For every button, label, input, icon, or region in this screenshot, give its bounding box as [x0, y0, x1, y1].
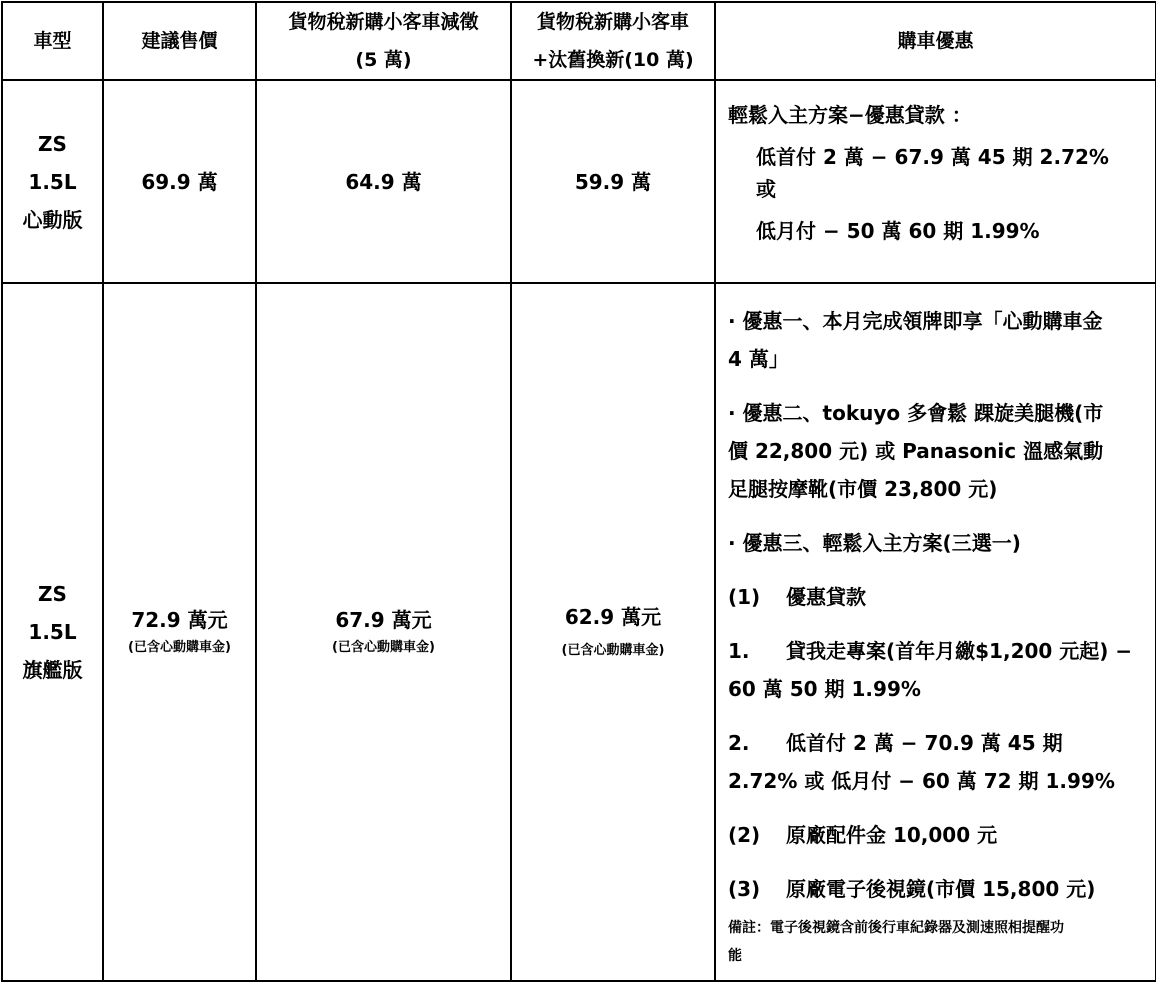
tax-relief-price-cell	[256, 283, 511, 981]
option-number: (3)	[728, 877, 761, 901]
offer-plan-b: 低月付 − 50 萬 60 期 1.99%	[756, 219, 1040, 243]
tax-relief-value: 67.9 萬元	[335, 608, 432, 632]
model-line: 心動版	[22, 207, 83, 232]
header-tax-relief-line2: (5 萬)	[355, 49, 412, 71]
offer-title: 輕鬆入主方案−優惠貸款 ：	[728, 103, 972, 127]
model-line: 旗艦版	[22, 658, 83, 682]
option-text: 原廠配件金 10,000 元	[786, 823, 998, 847]
offer-2	[728, 394, 1147, 508]
offer-1-line: 4 萬」	[728, 347, 789, 371]
header-tax-relief	[256, 2, 511, 80]
footnote-line: 能	[728, 948, 742, 964]
offer-plan-or: 或	[756, 177, 776, 201]
msrp-cell	[103, 283, 256, 981]
model-line: ZS	[38, 582, 67, 606]
loan-text: 60 萬 50 期 1.99%	[728, 677, 921, 701]
header-tax-relief-line1: 貨物稅新購小客車減徵	[288, 11, 479, 33]
loan-plan-1	[728, 632, 1147, 708]
msrp-cell: 69.9 萬	[103, 80, 256, 283]
option-text: 優惠貸款	[786, 585, 866, 609]
offer-1	[728, 302, 1147, 378]
loan-plan-2	[728, 724, 1147, 800]
loan-number: 2.	[728, 731, 750, 755]
model-line: 1.5L	[28, 169, 77, 194]
offers-cell	[715, 80, 1156, 283]
model-line: ZS	[38, 131, 67, 156]
trade-in-price-cell	[511, 283, 715, 981]
option-number: (2)	[728, 823, 761, 847]
model-line: 1.5L	[28, 620, 77, 644]
offers-cell	[715, 283, 1156, 981]
offer-option-3	[728, 870, 1147, 908]
footnote	[728, 914, 1147, 970]
loan-text: 貸我走專案(首年月繳$1,200 元起) −	[786, 639, 1133, 663]
trade-in-value: 62.9 萬元	[564, 605, 662, 629]
tax-relief-note: (已含心動購車金)	[332, 640, 435, 655]
msrp-note: (已含心動購車金)	[128, 640, 231, 655]
header-offers: 購車優惠	[715, 2, 1156, 80]
offer-2-line: · 優惠二、tokuyo 多會鬆 踝旋美腿機(市	[728, 401, 1104, 425]
table-header-row	[2, 2, 1156, 80]
offer-plan-a: 低首付 2 萬 − 67.9 萬 45 期 2.72%	[756, 145, 1109, 169]
option-text: 原廠電子後視鏡(市價 15,800 元)	[786, 877, 1096, 901]
loan-text: 低首付 2 萬 − 70.9 萬 45 期	[786, 731, 1063, 755]
offer-2-line: 價 22,800 元) 或 Panasonic 溫感氣動	[728, 439, 1104, 463]
offer-3-title: · 優惠三、輕鬆入主方案(三選一)	[728, 531, 1021, 555]
trade-in-price-cell: 59.9 萬	[511, 80, 715, 283]
offer-option-1	[728, 578, 1147, 616]
table-row	[2, 80, 1156, 283]
option-number: (1)	[728, 585, 761, 609]
header-msrp: 建議售價	[103, 2, 256, 80]
header-trade-in	[511, 2, 715, 80]
price-table	[1, 1, 1156, 982]
footnote-line: 備註：電子後視鏡含前後行車紀錄器及測速照相提醒功	[728, 920, 1064, 936]
trade-in-note: (已含心動購車金)	[561, 643, 665, 658]
offer-option-2	[728, 816, 1147, 854]
model-cell	[2, 283, 103, 981]
loan-number: 1.	[728, 639, 750, 663]
msrp-value: 72.9 萬元	[131, 608, 228, 632]
offer-2-line: 足腿按摩靴(市價 23,800 元)	[728, 477, 998, 501]
offer-1-line: · 優惠一、本月完成領牌即享「心動購車金	[728, 309, 1103, 333]
table-row	[2, 283, 1156, 981]
tax-relief-price-cell: 64.9 萬	[256, 80, 511, 283]
header-trade-in-line1: 貨物稅新購小客車	[536, 11, 689, 33]
header-trade-in-line2: +汰舊換新(10 萬)	[532, 49, 694, 71]
model-cell	[2, 80, 103, 283]
header-model: 車型	[2, 2, 103, 80]
loan-text: 2.72% 或 低月付 − 60 萬 72 期 1.99%	[728, 769, 1115, 793]
